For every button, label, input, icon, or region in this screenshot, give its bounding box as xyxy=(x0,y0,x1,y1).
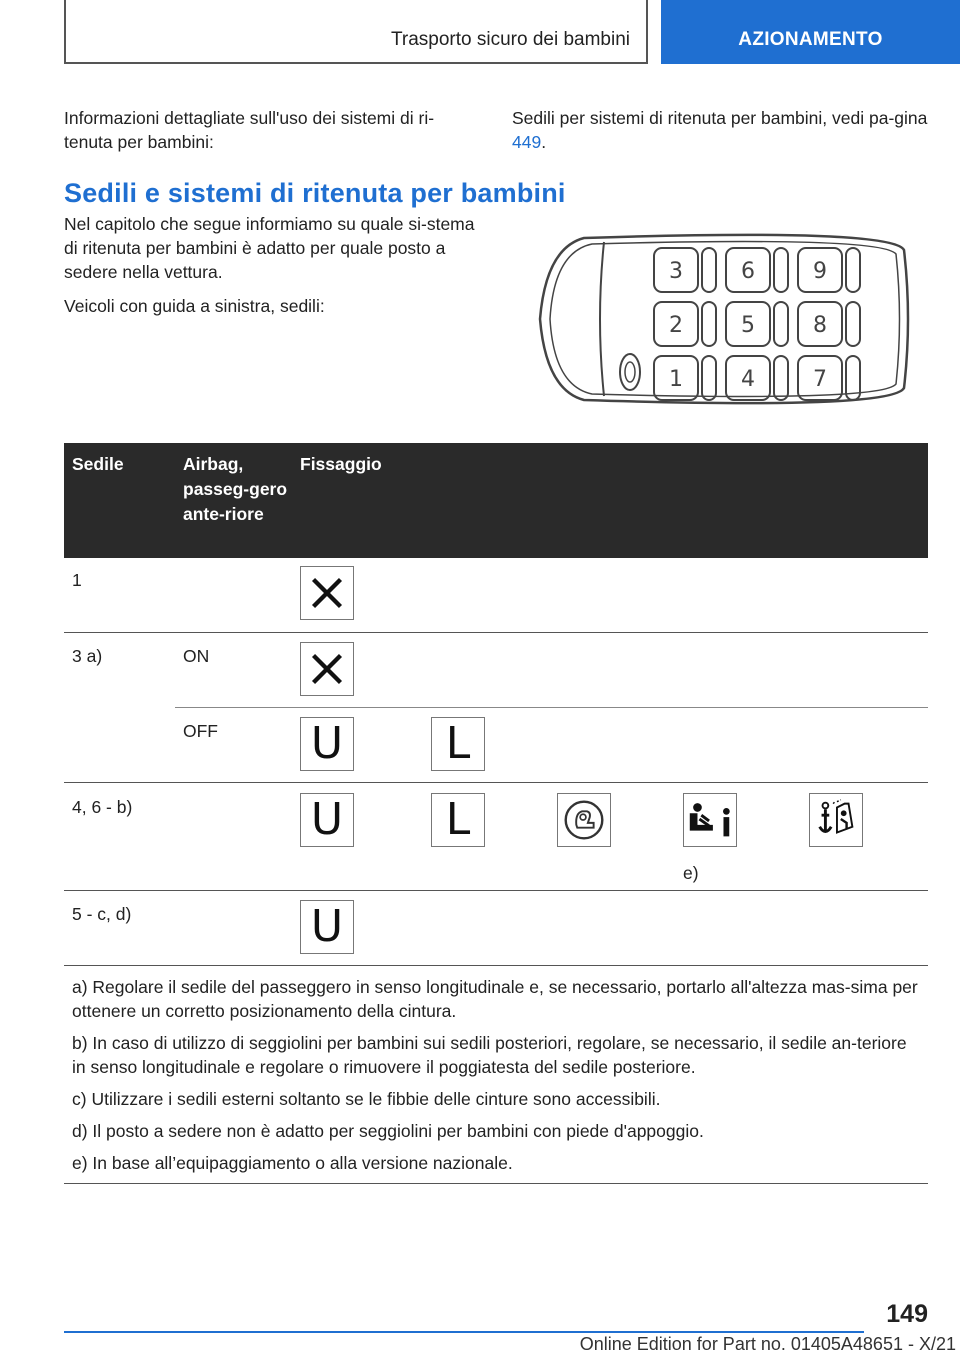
i-size-icon xyxy=(683,793,737,847)
u-letter: U xyxy=(310,794,344,845)
seat-1 xyxy=(654,356,716,400)
seat-3 xyxy=(654,248,716,292)
cross-icon xyxy=(300,566,354,620)
footnote-c: c) Utilizzare i sedili esterni soltanto se le fibbie delle cinture sono accessibili. xyxy=(72,1089,661,1109)
u-letter: U xyxy=(310,718,344,769)
intro-left-paragraph: Informazioni dettagliate sull'uso dei sistemi di ri-tenuta per bambini: xyxy=(64,108,435,152)
footer-edition: Online Edition for Part no. 01405A48651 - X/21 xyxy=(579,1334,956,1354)
seat-number: 2 xyxy=(669,313,683,338)
seat-number: 3 xyxy=(669,259,683,284)
seat-number: 1 xyxy=(669,367,683,392)
row2-airbag: ON xyxy=(183,646,210,666)
seat-number: 8 xyxy=(813,313,827,338)
header-chapter-title: AZIONAMENTO xyxy=(738,29,883,50)
header-fixing: Fissaggio xyxy=(300,454,382,474)
seat-number: 7 xyxy=(813,367,827,392)
seat-number: 6 xyxy=(741,259,755,284)
l-letter: L xyxy=(445,718,471,769)
table-footnotes xyxy=(72,975,922,1183)
body-paragraph-2: Veicoli con guida a sinistra, sedili: xyxy=(64,296,325,316)
seat-number: 9 xyxy=(813,259,827,284)
header-section-box xyxy=(64,0,648,64)
row4-seat: 4, 6 - b) xyxy=(72,797,133,817)
row-divider xyxy=(64,632,928,633)
isofix-seat-icon xyxy=(557,793,611,847)
header-section-title: Trasporto sicuro dei bambini xyxy=(390,29,630,50)
l-letter: L xyxy=(445,794,471,845)
seat-8 xyxy=(798,302,860,346)
intro-right-paragraph xyxy=(512,106,928,154)
row4-note: e) xyxy=(683,863,699,883)
cross-icon xyxy=(300,642,354,696)
table-header xyxy=(64,443,928,558)
seat-grid xyxy=(654,248,860,400)
u-icon xyxy=(300,793,354,847)
steering-wheel-icon xyxy=(620,354,640,390)
anchor-seat-icon xyxy=(809,793,863,847)
footnote-a: a) Regolare il sedile del passeggero in senso longitudinale e, se necessario, portarlo all'altezza mas-sima per ottenere un corretto posizionamento della cintura. xyxy=(72,977,918,1021)
seat-4 xyxy=(726,356,788,400)
header-airbag: Airbag, passeg-gero ante-riore xyxy=(183,454,288,524)
row3-airbag: OFF xyxy=(183,721,218,741)
row-divider xyxy=(64,782,928,783)
page-reference-link[interactable]: 449 xyxy=(512,132,542,152)
section-title: Sedili e sistemi di ritenuta per bambini xyxy=(64,178,566,208)
header-chapter-tab[interactable] xyxy=(661,0,960,64)
u-icon xyxy=(300,900,354,954)
row1-seat: 1 xyxy=(72,570,82,590)
row2-seat: 3 a) xyxy=(72,646,103,666)
seat-2 xyxy=(654,302,716,346)
body-text xyxy=(64,212,484,318)
seat-number: 5 xyxy=(741,313,755,338)
header-seat: Sedile xyxy=(72,454,124,474)
footer-divider xyxy=(64,1331,864,1333)
seat-6 xyxy=(726,248,788,292)
intro-right-end: . xyxy=(541,132,547,152)
footnote-b: b) In caso di utilizzo di seggiolini per bambini sui sedili posteriori, regolare, se necessario, il sedile an-teriore in senso longitudinale e regolare o rimuovere il poggiatesta del sedile posteriore. xyxy=(72,1033,907,1077)
seat-9 xyxy=(798,248,860,292)
footnote-e: e) In base all’equipaggiamento o alla versione nazionale. xyxy=(72,1153,513,1173)
row-divider xyxy=(175,707,928,708)
seat-number: 4 xyxy=(741,367,755,392)
notes-bottom-divider xyxy=(64,1183,928,1184)
l-icon xyxy=(431,793,485,847)
row-divider xyxy=(64,965,928,966)
page-number: 149 xyxy=(886,1300,928,1328)
l-icon xyxy=(431,717,485,771)
u-icon xyxy=(300,717,354,771)
seat-layout-diagram xyxy=(532,230,912,408)
row-divider xyxy=(64,890,928,891)
footnote-d: d) Il posto a sedere non è adatto per seggiolini per bambini con piede d'appoggio. xyxy=(72,1121,704,1141)
u-letter: U xyxy=(310,901,344,952)
row5-seat: 5 - c, d) xyxy=(72,904,132,924)
seat-5 xyxy=(726,302,788,346)
body-paragraph-1: Nel capitolo che segue informiamo su quale si-stema di ritenuta per bambini è adatto per quale posto a sedere nella vettura. xyxy=(64,214,475,282)
intro-right-text: Sedili per sistemi di ritenuta per bambini, vedi pa-gina xyxy=(512,108,928,128)
